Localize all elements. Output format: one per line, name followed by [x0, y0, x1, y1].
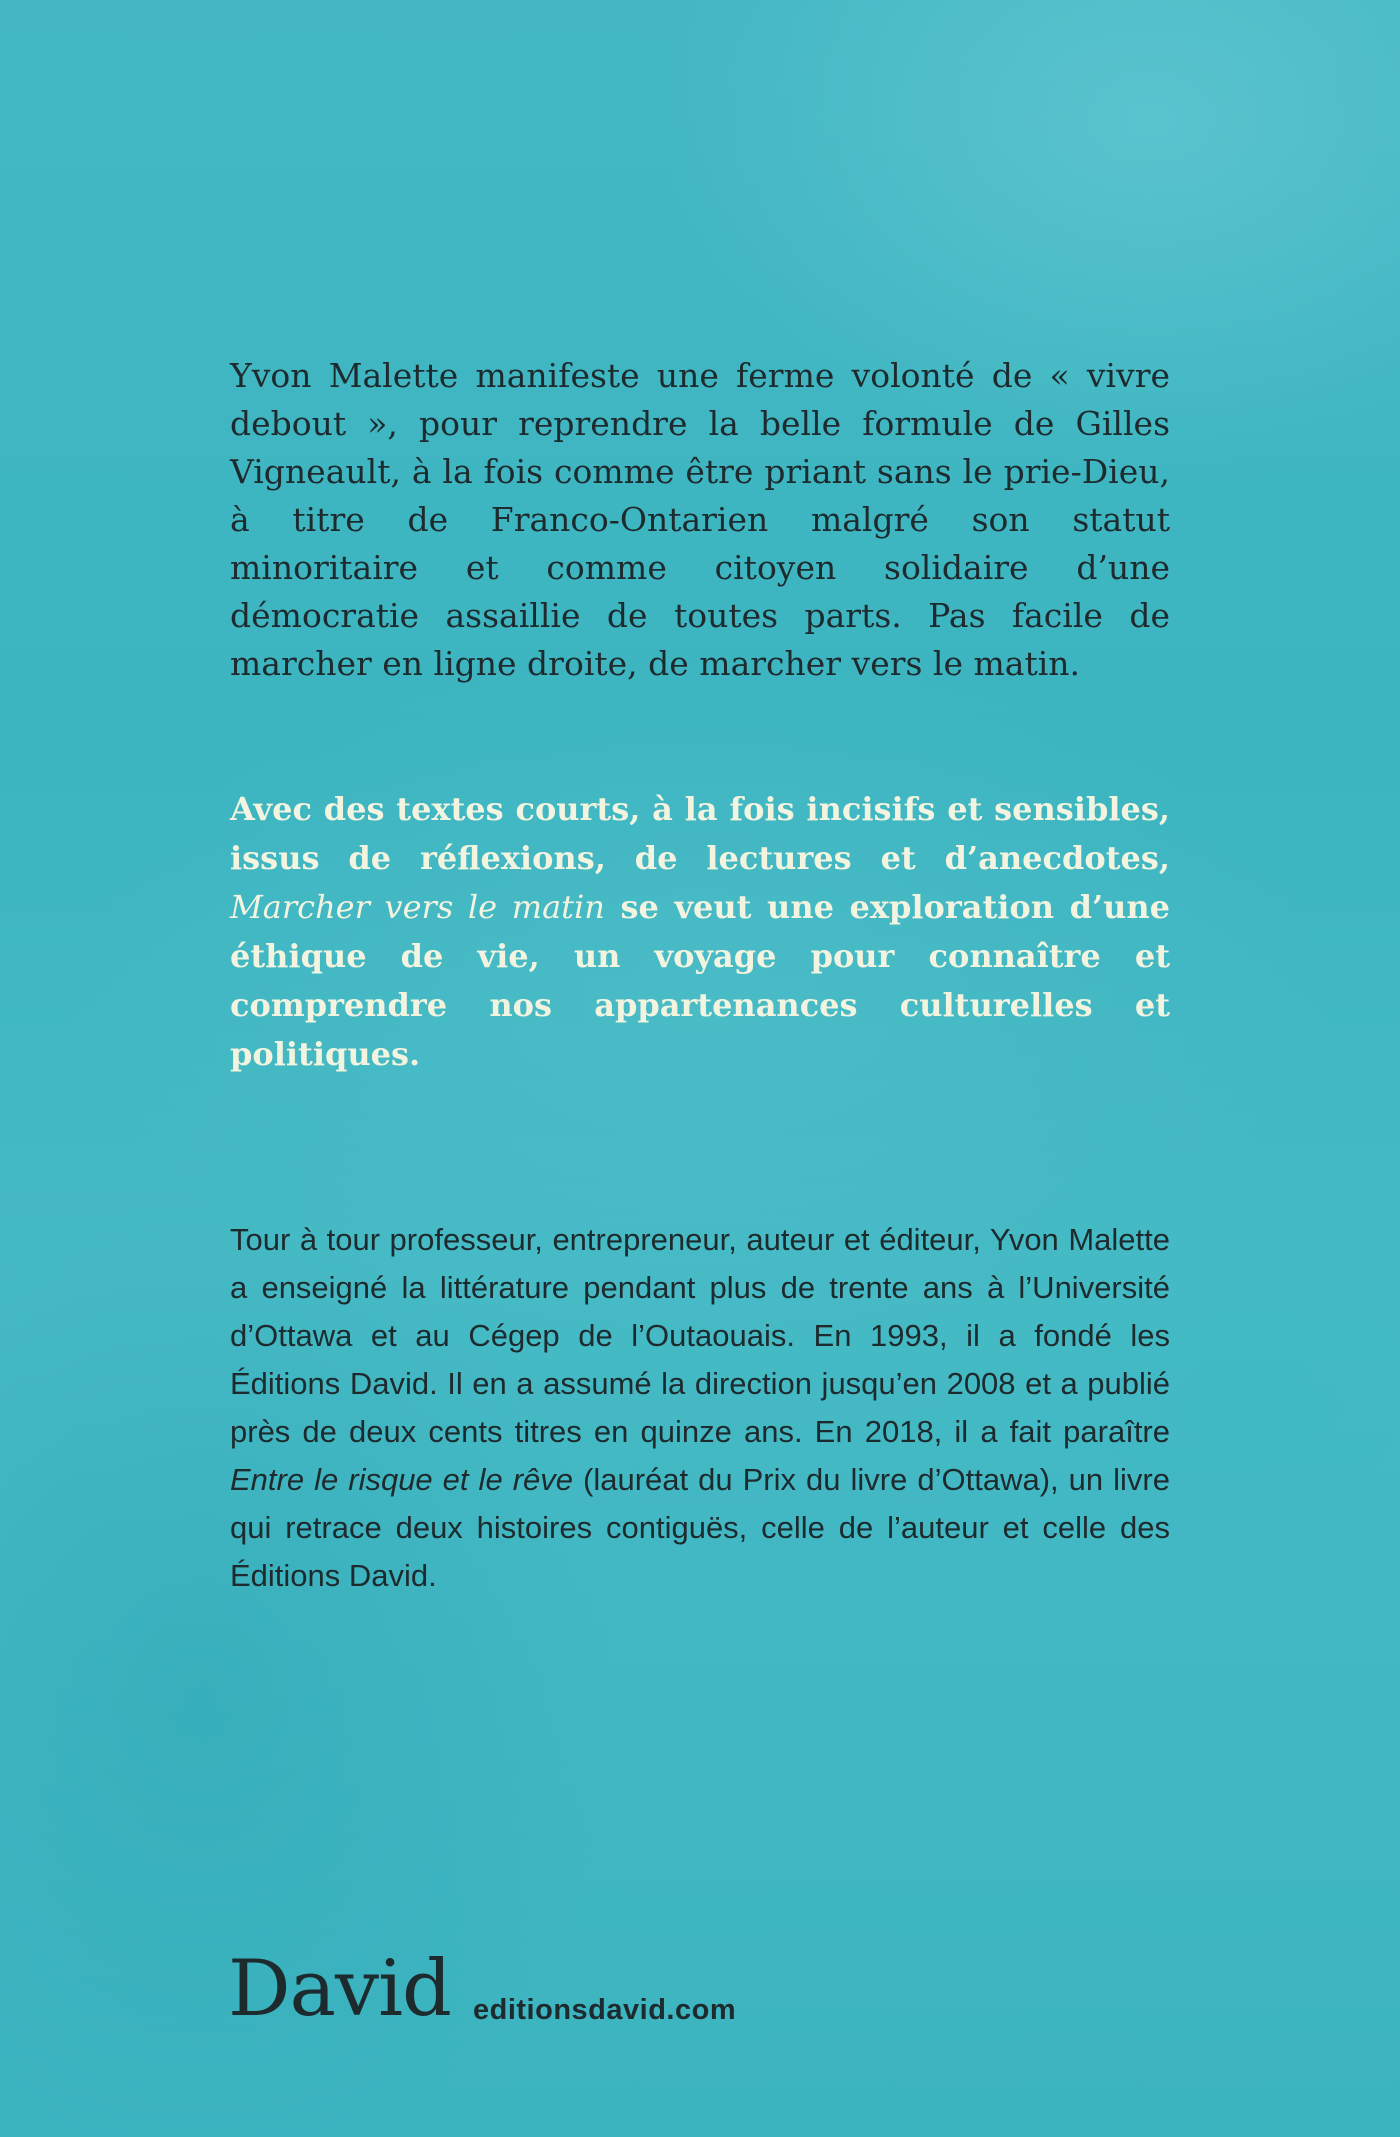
publisher-url: editionsdavid.com	[473, 1994, 737, 2026]
synopsis-text: Yvon Malette manifeste une ferme volonté de « vivre debout », pour reprendre la belle formule de Gilles Vigneault, à la fois comme être priant sans le prie-Dieu, à titre de Franco-Ontarien malgré son statut minoritaire et comme citoyen solidaire d’une démocratie assaillie de toutes parts. Pas facile de marcher en ligne droite, de marcher vers le matin.	[230, 356, 1170, 683]
highlight-intro: Avec des textes courts, à la fois incisifs et sensibles, issus de réflexions, de lectures et d’anecdotes,	[230, 790, 1170, 877]
book-title: Marcher vers le matin	[230, 888, 605, 926]
publisher-logo: David	[228, 1944, 451, 2034]
bio-part-1: Tour à tour professeur, entrepreneur, auteur et éditeur, Yvon Malette a enseigné la littérature pendant plus de trente ans à l’Université d’Ottawa et au Cégep de l’Outaouais. En 1993, il a fondé les Éditions David. Il en a assumé la direction jusqu’en 2008 et a publié près de deux cents titres en quinze ans. En 2018, il a fait paraître	[230, 1222, 1170, 1449]
previous-book-title: Entre le risque et le rêve	[230, 1462, 573, 1497]
author-bio-paragraph	[230, 1216, 1170, 1600]
synopsis-paragraph	[230, 352, 1170, 688]
bio-part-2: (lauréat du Prix du livre d’Ottawa), un livre qui retrace deux histoires contiguës, celle de l’auteur et celle des Éditions David.	[230, 1462, 1170, 1593]
highlight-paragraph	[230, 785, 1170, 1079]
highlight-rest: se veut une exploration d’une éthique de vie, un voyage pour connaître et comprendre nos appartenances culturelles et politiques.	[230, 888, 1171, 1073]
